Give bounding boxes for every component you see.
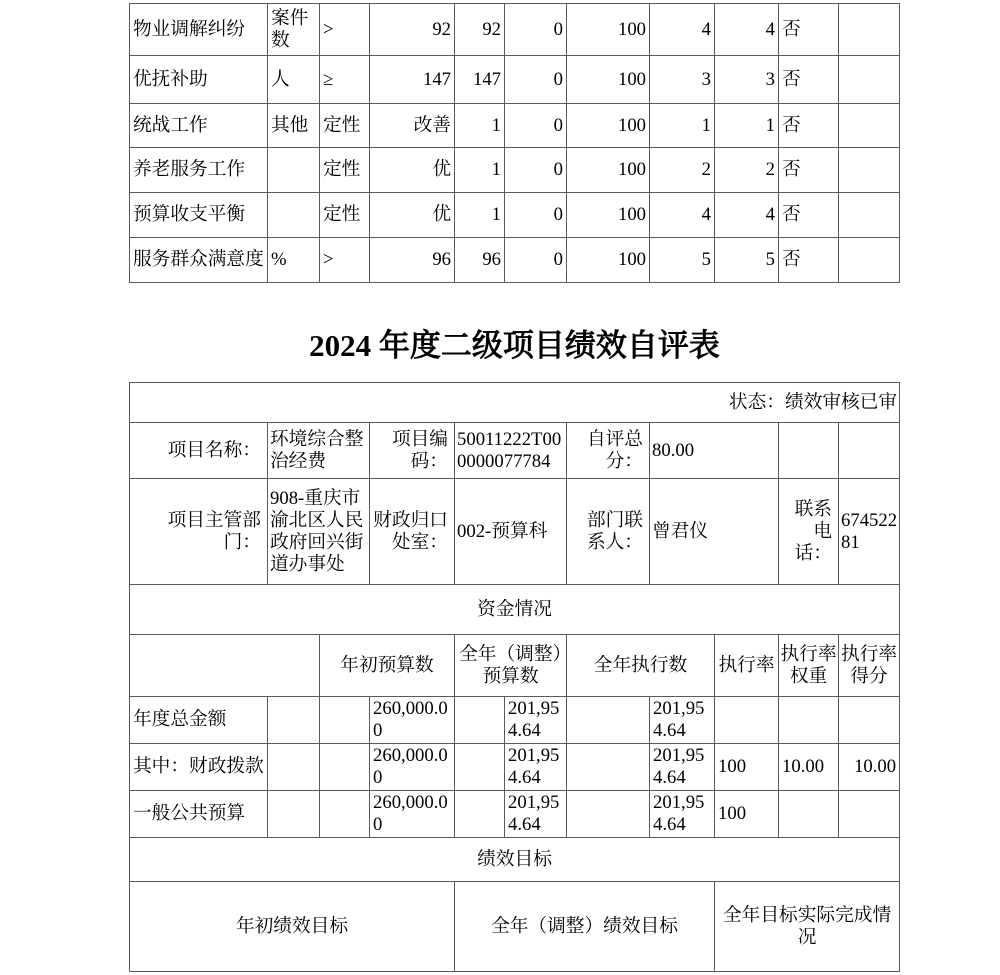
goals-section-row [130,838,900,882]
indicator-target-value: 改善 [370,104,455,148]
indicator-completion-rate: 100 [567,104,650,148]
project-code-value: 50011222T000000077784 [455,423,567,479]
funds-header-row [130,635,900,697]
project-name-value: 环境综合整治经费 [268,423,370,479]
funds-row-label: 其中：财政拨款 [130,744,268,791]
empty-cell [839,423,900,479]
indicator-name: 预算收支平衡 [130,193,268,238]
indicator-row [130,104,900,148]
project-name-label: 项目名称： [130,423,268,479]
indicator-unit [268,148,320,193]
indicator-weight: 4 [650,193,715,238]
project-code-label: 项目编码： [370,423,455,479]
indicator-deviation: 0 [505,193,567,238]
status-line: 状态：绩效审核已审 [130,383,900,423]
indicator-row [130,238,900,283]
indicator-deviation: 0 [505,56,567,104]
indicator-deviation: 0 [505,4,567,56]
indicator-name: 统战工作 [130,104,268,148]
funds-col-header-executed: 全年执行数 [567,635,715,697]
indicator-adjusted-flag: 否 [779,148,839,193]
status-row [130,383,900,423]
indicator-score: 5 [715,238,779,283]
funds-section-row [130,585,900,635]
report-title: 2024 年度二级项目绩效自评表 [309,328,720,363]
execution-rate-score [839,697,900,744]
phone-value: 67452281 [839,479,900,585]
indicator-deviation: 0 [505,104,567,148]
indicator-operator: ≥ [320,56,370,104]
indicator-remark [839,148,900,193]
indicator-weight: 1 [650,104,715,148]
execution-rate: 100 [715,791,779,838]
execution-rate-score: 10.00 [839,744,900,791]
indicator-actual-value: 1 [455,193,505,238]
indicator-deviation: 0 [505,148,567,193]
empty-cell [455,791,505,838]
self-eval-table [129,382,900,972]
funds-col-header-rate-score: 执行率得分 [839,635,900,697]
funds-initial-budget: 260,000.00 [370,697,455,744]
indicator-name: 优抚补助 [130,56,268,104]
indicator-row [130,56,900,104]
indicator-score: 4 [715,193,779,238]
indicator-weight: 3 [650,56,715,104]
empty-cell [455,744,505,791]
indicator-operator: 定性 [320,193,370,238]
indicator-remark [839,4,900,56]
indicator-adjusted-flag: 否 [779,4,839,56]
funds-executed: 201,954.64 [650,791,715,838]
indicator-weight: 2 [650,148,715,193]
funds-executed: 201,954.64 [650,744,715,791]
execution-rate-weight [779,791,839,838]
indicator-operator: > [320,238,370,283]
indicator-adjusted-flag: 否 [779,56,839,104]
indicator-adjusted-flag: 否 [779,104,839,148]
indicator-completion-rate: 100 [567,148,650,193]
indicator-completion-rate: 100 [567,4,650,56]
indicator-target-value: 92 [370,4,455,56]
execution-rate-weight: 10.00 [779,744,839,791]
indicator-score: 2 [715,148,779,193]
empty-cell [567,791,650,838]
indicator-remark [839,238,900,283]
indicator-actual-value: 96 [455,238,505,283]
goal-header-initial: 年初绩效目标 [130,882,455,972]
empty-cell [320,697,370,744]
indicator-deviation: 0 [505,238,567,283]
project-name-row [130,423,900,479]
indicator-score: 1 [715,104,779,148]
indicator-adjusted-flag: 否 [779,238,839,283]
phone-label: 联系电话： [779,479,839,585]
empty-cell [268,744,320,791]
indicator-target-value: 96 [370,238,455,283]
indicator-adjusted-flag: 否 [779,193,839,238]
indicator-remark [839,56,900,104]
indicator-target-value: 优 [370,193,455,238]
funds-row-public-budget [130,791,900,838]
funds-col-header-adjusted-budget: 全年（调整）预算数 [455,635,567,697]
self-eval-score-label: 自评总分： [567,423,650,479]
indicator-unit [268,193,320,238]
indicator-name: 服务群众满意度 [130,238,268,283]
funds-col-header-initial-budget: 年初预算数 [320,635,455,697]
indicator-remark [839,104,900,148]
empty-cell [268,791,320,838]
funds-row-label: 一般公共预算 [130,791,268,838]
indicator-name: 物业调解纠纷 [130,4,268,56]
indicator-weight: 4 [650,4,715,56]
funds-adjusted-budget: 201,954.64 [505,744,567,791]
execution-rate: 100 [715,744,779,791]
indicator-operator: 定性 [320,148,370,193]
funds-row-total [130,697,900,744]
indicator-row [130,193,900,238]
finance-office-value: 002-预算科 [455,479,567,585]
empty-cell [567,744,650,791]
funds-adjusted-budget: 201,954.64 [505,697,567,744]
indicator-unit: 人 [268,56,320,104]
indicator-unit: % [268,238,320,283]
funds-col-header-rate: 执行率 [715,635,779,697]
indicator-operator: 定性 [320,104,370,148]
indicator-row [130,148,900,193]
indicator-actual-value: 1 [455,148,505,193]
indicator-operator: > [320,4,370,56]
indicator-actual-value: 1 [455,104,505,148]
execution-rate [715,697,779,744]
dept-label: 项目主管部门： [130,479,268,585]
funds-executed: 201,954.64 [650,697,715,744]
goal-header-adjusted: 全年（调整）绩效目标 [455,882,715,972]
indicator-actual-value: 147 [455,56,505,104]
indicator-target-value: 147 [370,56,455,104]
indicator-name: 养老服务工作 [130,148,268,193]
empty-cell [455,697,505,744]
contact-label: 部门联系人： [567,479,650,585]
empty-cell [567,697,650,744]
goals-header-row [130,882,900,972]
finance-office-label: 财政归口处室： [370,479,455,585]
project-dept-row [130,479,900,585]
indicator-completion-rate: 100 [567,193,650,238]
funds-row-label: 年度总金额 [130,697,268,744]
empty-cell [268,697,320,744]
indicator-score: 4 [715,4,779,56]
indicator-score: 3 [715,56,779,104]
empty-cell [320,791,370,838]
indicator-completion-rate: 100 [567,56,650,104]
indicator-actual-value: 92 [455,4,505,56]
empty-cell [130,635,320,697]
self-eval-score-value: 80.00 [650,423,779,479]
funds-row-fiscal [130,744,900,791]
indicator-unit: 案件数 [268,4,320,56]
goals-section-header: 绩效目标 [130,838,900,882]
indicator-weight: 5 [650,238,715,283]
funds-initial-budget: 260,000.00 [370,744,455,791]
goal-header-actual: 全年目标实际完成情况 [715,882,900,972]
indicator-row [130,4,900,56]
funds-col-header-rate-weight: 执行率权重 [779,635,839,697]
indicator-completion-rate: 100 [567,238,650,283]
indicator-target-value: 优 [370,148,455,193]
dept-value: 908-重庆市渝北区人民政府回兴街道办事处 [268,479,370,585]
funds-adjusted-budget: 201,954.64 [505,791,567,838]
indicator-table [129,3,900,283]
execution-rate-score [839,791,900,838]
contact-value: 曾君仪 [650,479,779,585]
execution-rate-weight [779,697,839,744]
empty-cell [320,744,370,791]
indicator-remark [839,193,900,238]
funds-initial-budget: 260,000.00 [370,791,455,838]
empty-cell [779,423,839,479]
funds-section-header: 资金情况 [130,585,900,635]
indicator-unit: 其他 [268,104,320,148]
